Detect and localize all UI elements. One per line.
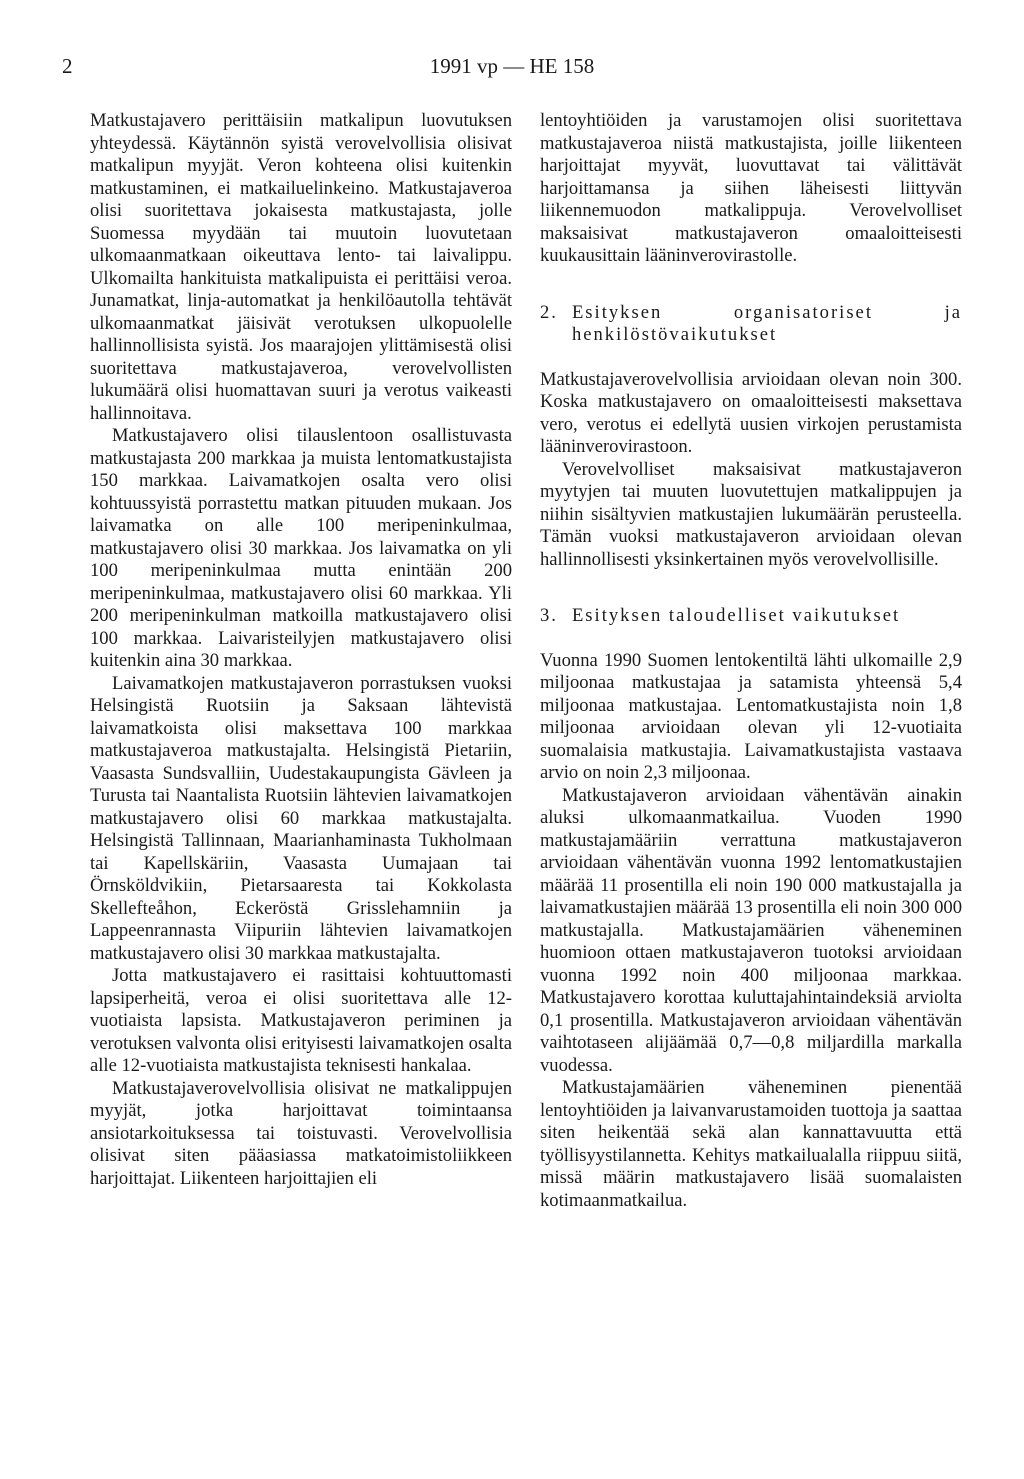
paragraph: Jotta matkustajavero ei rasittaisi kohtuuttomasti lapsiperheitä, veroa ei olisi suoritettava alle 12-vuotiaista lapsista. Matkustajaveron periminen ja verotuksen valvonta olisi erityisesti laivamatkojen osalta alle 12-vuotiaista matkustajista teknisesti hankalaa.	[90, 965, 512, 1076]
section-title: Esityksen organisatoriset ja henkilöstövaikutukset	[571, 301, 962, 345]
left-column	[90, 110, 512, 1190]
section-heading-3	[540, 605, 962, 628]
paragraph: Matkustajaveron arvioidaan vähentävän ainakin aluksi ulkomaanmatkailua. Vuoden 1990 matkustajamääriin verrattuna matkustajaveron arvioidaan vähentävän vuonna 1992 lentomatkustajien määrää 11 prosentilla eli noin 190 000 matkustajalla ja laivamatkustajien määrää 13 prosentilla eli noin 300 000 matkustajalla. Matkustajamäärien väheneminen huomioon ottaen matkustajaveron tuotoksi arvioidaan vuonna 1992 noin 400 miljoonaa markkaa. Matkustajavero korottaa kuluttajahintaindeksiä arviolta 0,1 prosentilla. Matkustajaveron arvioidaan vähentävän vaihtotaseen alijäämää 0,7—0,8 miljardilla markalla vuodessa.	[540, 784, 962, 1076]
paragraph: Verovelvolliset maksaisivat matkustajaveron myytyjen tai muuten luovutettujen matkalippujen ja niihin sisältyvien matkustajien lukumäärän perusteella. Tämän vuoksi matkustajaveron arvioidaan olevan hallinnollisesti yksinkertainen myös verovelvollisille.	[540, 458, 962, 570]
paragraph: lentoyhtiöiden ja varustamojen olisi suoritettava matkustajaveroa niistä matkustajista, joille liikenteen harjoittajat myyvät, luovuttavat tai välittävät harjoittamansa ja siihen läheisesti liittyvän liikennemuodon matkalippuja. Verovelvolliset maksaisivat matkustajaveron omaaloitteisesti kuukausittain lääninverovirastolle.	[540, 110, 962, 266]
paragraph: Matkustajamäärien väheneminen pienentää lentoyhtiöiden ja laivanvarustamoiden tuottoja ja saattaa siten heikentää sekä alan kannattavuutta että työllisyystilannetta. Kehitys matkailualalla riippuu siitä, missä määrin matkustajavero lisää suomalaisten kotimaanmatkailua.	[540, 1077, 962, 1211]
running-header: 1991 vp — HE 158	[429, 54, 595, 78]
section-number: 2.	[540, 301, 558, 323]
page-number: 2	[62, 54, 73, 78]
section-title: Esityksen taloudelliset vaikutukset	[571, 605, 901, 626]
right-column	[540, 110, 962, 1212]
paragraph: Matkustajavero perittäisiin matkalipun luovutuksen yhteydessä. Käytännön syistä verovelvollisia olisivat matkalipun myyjät. Veron kohteena olisi kuitenkin matkustaminen, ei matkailuelinkeino. Matkustajaveroa olisi suoritettava jokaisesta matkustajasta, jolle Suomessa myydään tai muutoin luovutetaan ulkomaanmatkaan oikeuttava lento- tai laivalippu. Ulkomailta hankituista matkalipuista ei perittäisi veroa. Junamatkat, linja-automatkat ja henkilöautolla tehtävät ulkomaanmatkat jäisivät verotuksen ulkopuolelle hallinnollisista syistä. Jos maarajojen ylittämisestä olisi suoritettava matkustajaveroa, verovelvollisten lukumäärä olisi huomattavan suuri ja verotus vaikeasti hallinnoitava.	[90, 110, 512, 424]
paragraph: Matkustajavero olisi tilauslentoon osallistuvasta matkustajasta 200 markkaa ja muista lentomatkustajista 150 markkaa. Laivamatkojen osalta vero olisi kohtuussyistä porrastettu matkan pituuden mukaan. Jos laivamatka on alle 100 meripeninkulmaa, matkustajavero olisi 30 markkaa. Jos laivamatka on yli 100 meripeninkulmaa mutta enintään 200 meripeninkulmaa, matkustajavero olisi 60 markkaa. Yli 200 meripeninkulman matkoilla matkustajavero olisi 100 markkaa. Laivaristeilyjen matkustajavero olisi kuitenkin aina 30 markkaa.	[90, 425, 512, 671]
paragraph: Matkustajaverovelvollisia olisivat ne matkalippujen myyjät, jotka harjoittavat toimintaansa ansiotarkoituksessa tai toistuvasti. Verovelvollisia olisivat siten pääasiassa matkatoimistoliikkeen harjoittajat. Liikenteen harjoittajien eli	[90, 1077, 512, 1189]
section-number: 3.	[540, 605, 558, 626]
paragraph: Vuonna 1990 Suomen lentokentiltä lähti ulkomaille 2,9 miljoonaa matkustajaa ja satamista yhteensä 5,4 miljoonaa matkustajaa. Lentomatkustajista noin 1,8 miljoonaa arvioidaan olevan yli 12-vuotiaita suomalaisia matkustajia. Laivamatkustajista vastaava arvio on noin 2,3 miljoonaa.	[540, 649, 962, 783]
paragraph: Matkustajaverovelvollisia arvioidaan olevan noin 300. Koska matkustajavero on omaaloitteisesti maksettava vero, verotus ei edellytä uusien virkojen perustamista lääninverovirastoon.	[540, 368, 962, 457]
section-heading-2	[540, 302, 962, 347]
paragraph: Laivamatkojen matkustajaveron porrastuksen vuoksi Helsingistä Ruotsiin ja Saksaan lähtevistä laivamatkoista olisi maksettava 100 markkaa matkustajaveroa matkustajalta. Helsingistä Pietariin, Vaasasta Sundsvalliin, Uudestakaupungista Gävleen ja Turusta tai Naantalista Ruotsiin lähtevien laivamatkojen matkustajavero olisi 60 markkaa matkustajalta. Helsingistä Tallinnaan, Maarianhaminasta Tukholmaan tai Kapellskäriin, Vaasasta Uumajaan tai Örnsköldvikiin, Pietarsaaresta tai Kokkolasta Skellefteåhon, Eckeröstä Grisslehamniin ja Lappeenrannasta Viipuriin lähtevien laivamatkojen matkustajavero olisi 30 markkaa matkustajalta.	[90, 672, 512, 964]
